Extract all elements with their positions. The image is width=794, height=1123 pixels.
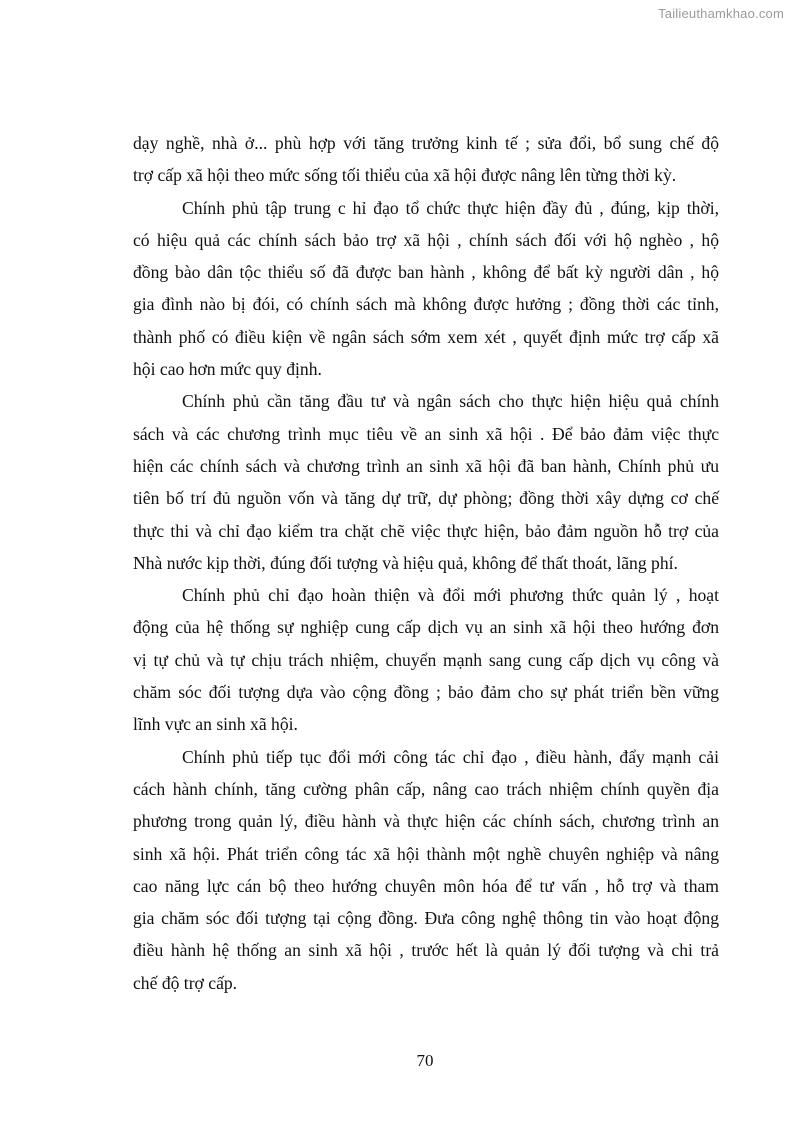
text-line: tiên bố trí đủ nguồn vốn và tăng dự trữ, dự phòng; đồng thời xây dựng cơ chế (133, 488, 719, 509)
text-line: sinh xã hội. Phát triển công tác xã hội thành một nghề chuyên nghiệp và nâng (133, 843, 719, 864)
text-line: Nhà nước kịp thời, đúng đối tượng và hiệu quả, không để thất thoát, lãng phí. (133, 552, 678, 573)
paragraph-5 (133, 741, 719, 999)
text-line: có hiệu quả các chính sách bảo trợ xã hội , chính sách đối với hộ nghèo , hộ (133, 229, 719, 250)
document-body (133, 127, 719, 999)
text-line: hiện các chính sách và chương trình an sinh xã hội đã ban hành, Chính phủ ưu (133, 455, 719, 476)
text-line: trợ cấp xã hội theo mức sống tối thiểu của xã hội được nâng lên từng thời kỳ. (133, 165, 677, 186)
text-line: gia đình nào bị đói, có chính sách mà không được hưởng ; đồng thời các tỉnh, (133, 294, 719, 315)
text-line: cao năng lực cán bộ theo hướng chuyên môn hóa để tư vấn , hỗ trợ và tham (133, 875, 719, 896)
text-line: Chính phủ tiếp tục đổi mới công tác chỉ đạo , điều hành, đẩy mạnh cải (182, 746, 719, 767)
text-line: gia chăm sóc đối tượng tại cộng đồng. Đưa công nghệ thông tin vào hoạt động (133, 908, 719, 929)
text-line: phương trong quản lý, điều hành và thực hiện các chính sách, chương trình an (133, 811, 719, 832)
text-line: sách và các chương trình mục tiêu về an sinh xã hội . Để bảo đảm việc thực (133, 423, 719, 444)
text-line: thành phố có điều kiện về ngân sách sớm xem xét , quyết định mức trợ cấp xã (133, 326, 719, 347)
text-line: vị tự chủ và tự chịu trách nhiệm, chuyển mạnh sang cung cấp dịch vụ công và (133, 649, 719, 670)
paragraph-3 (133, 385, 719, 579)
text-line: Chính phủ cần tăng đầu tư và ngân sách cho thực hiện hiệu quả chính (182, 391, 719, 412)
text-line: cách hành chính, tăng cường phân cấp, nâng cao trách nhiệm chính quyền địa (133, 778, 719, 799)
text-line: hội cao hơn mức quy định. (133, 359, 322, 380)
paragraph-2 (133, 192, 719, 386)
text-line: động của hệ thống sự nghiệp cung cấp dịch vụ an sinh xã hội theo hướng đơn (133, 617, 719, 638)
text-line: Chính phủ chỉ đạo hoàn thiện và đổi mới phương thức quản lý , hoạt (182, 585, 719, 606)
paragraph-4 (133, 579, 719, 740)
text-line: điều hành hệ thống an sinh xã hội , trước hết là quản lý đối tượng và chi trả (133, 940, 719, 961)
text-line: đồng bào dân tộc thiểu số đã được ban hành , không để bất kỳ người dân , hộ (133, 262, 719, 283)
text-line: chế độ trợ cấp. (133, 972, 238, 993)
paragraph-1 (133, 127, 719, 192)
watermark: Tailieuthamkhao.com (658, 6, 784, 21)
text-line: dạy nghề, nhà ở... phù hợp với tăng trưởng kinh tế ; sửa đổi, bổ sung chế độ (133, 133, 719, 153)
text-line: Chính phủ tập trung c hỉ đạo tổ chức thực hiện đầy đủ , đúng, kịp thời, (182, 197, 719, 218)
text-line: chăm sóc đối tượng dựa vào cộng đồng ; bảo đảm cho sự phát triển bền vững (133, 682, 719, 703)
text-line: thực thi và chỉ đạo kiểm tra chặt chẽ việc thực hiện, bảo đảm nguồn hỗ trợ của (133, 520, 719, 541)
text-line: lĩnh vực an sinh xã hội. (133, 714, 298, 735)
page-number: 70 (416, 1051, 434, 1070)
